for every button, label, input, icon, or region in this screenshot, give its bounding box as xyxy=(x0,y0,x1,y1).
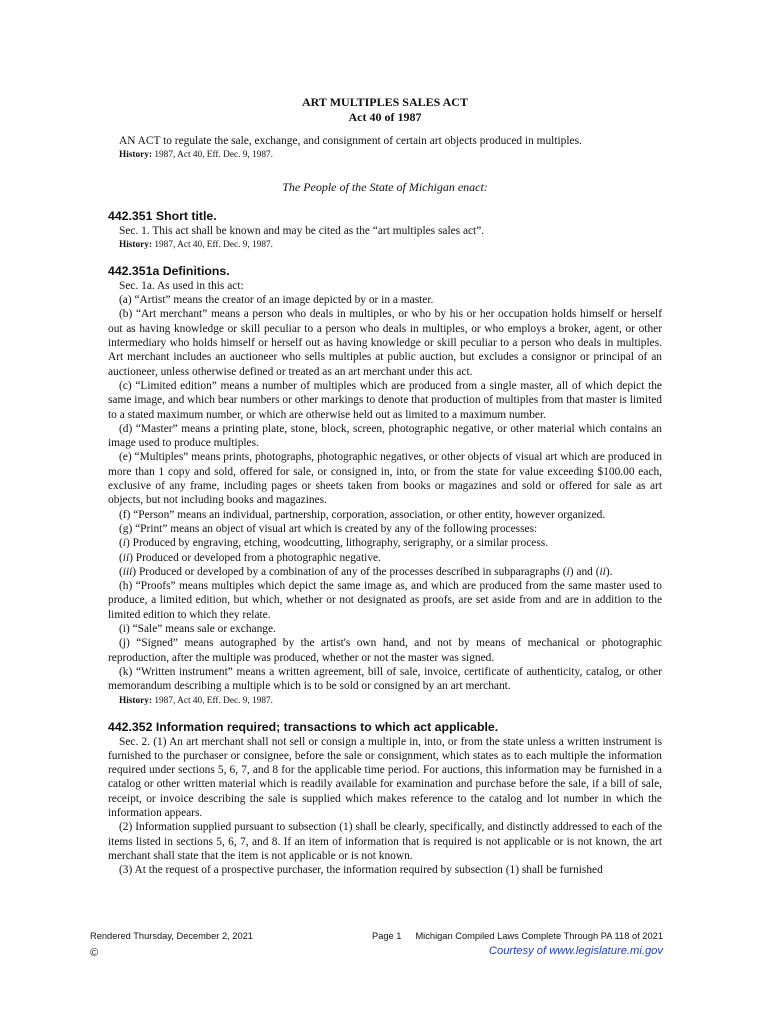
page-footer xyxy=(90,931,663,959)
definition-signed: (j) “Signed” means autographed by the artist's own hand, and not by means of mechanical or photographic reproduction, after the multiple was produced, whether or not the master was signed. xyxy=(108,637,662,664)
act-preamble: AN ACT to regulate the sale, exchange, and consignment of certain art objects produced in multiples. xyxy=(119,135,582,147)
subparagraph-text: Produced or developed by a combination of any of the processes described in subparagraphs ( xyxy=(136,565,567,578)
definition-master: (d) “Master” means a printing plate, stone, block, screen, photographic negative, or other material which contains an image used to produce multiples. xyxy=(108,422,662,450)
history-line xyxy=(108,149,662,162)
copyright-symbol: © xyxy=(90,947,99,959)
history-label: History: xyxy=(119,150,153,161)
definition-artist: (a) “Artist” means the creator of an image depicted by or in a master. xyxy=(119,294,434,307)
section-heading-352: 442.352 Information required; transactions to which act applicable. xyxy=(108,719,499,734)
definition-print: (g) “Print” means an object of visual art which is created by any of the following processes: xyxy=(119,522,538,535)
section-352-subsection-1: Sec. 2. (1) An art merchant shall not sell or consign a multiple in, into, or from the state unless a written instrument is furnished to the purchaser or consignee, before the sale or consignment, which states as to each multiple the information required under sections 5, 6, 7, and 8 for the applicable time period. For auctions, this information may be furnished in a catalog or other written material which is readily available for examination and purchase before the sale, if a bill of sale, receipt, or invoice describing the sale is supplied which makes reference to the catalog and lot number in which the information appears. xyxy=(108,735,662,819)
subparagraph-reference: ii xyxy=(599,565,606,578)
document-page xyxy=(108,95,662,877)
subparagraph-text: ). xyxy=(605,565,613,578)
print-process-ii: (ii) Produced or developed from a photographic negative. xyxy=(119,551,381,564)
history-label: History: xyxy=(119,239,153,250)
history-label: History: xyxy=(119,695,153,706)
history-line xyxy=(108,695,662,708)
subparagraph-number: i xyxy=(122,537,126,550)
courtesy-link[interactable]: Courtesy of www.legislature.mi.gov xyxy=(488,945,663,957)
compiled-through: Michigan Compiled Laws Complete Through PA 118 of 2021 xyxy=(415,931,663,941)
section-352-subsection-2: (2) Information supplied pursuant to subsection (1) shall be clearly, specifically, and distinctly addressed to each of the items listed in sections 5, 6, 7, and 8. If an item of information that is required is not applicable or is not known, the art merchant shall state that the item is not applicable or is not known. xyxy=(108,821,662,862)
act-number: Act 40 of 1987 xyxy=(348,110,422,124)
subparagraph-number: ii xyxy=(122,551,130,564)
act-title: ART MULTIPLES SALES ACT xyxy=(302,95,468,109)
section-heading-351: 442.351 Short title. xyxy=(108,208,217,223)
subparagraph-text: Produced or developed from a photographic negative. xyxy=(132,551,381,564)
history-line xyxy=(108,239,662,252)
print-process-iii: (iii) Produced or developed by a combination of any of the processes described in subparagraphs (i) and (ii). xyxy=(119,565,613,578)
page-number: Page 1 xyxy=(372,931,402,941)
definition-limited-edition: (c) “Limited edition” means a number of multiples which are produced from a single master, all of which depict the same image, and which bear numbers or other markings to denote that production of multiples from that master is limited to a stated maximum number, or which are otherwise held out as limited to a maximum number. xyxy=(108,379,662,421)
definition-written-instrument: (k) “Written instrument” means a written agreement, bill of sale, invoice, certificate of authenticity, catalog, or other memorandum describing a multiple which is to be sold or consigned by an art merchant. xyxy=(108,665,662,693)
definition-multiples: (e) “Multiples” means prints, photographs, photographic negatives, or other objects of visual art which are produced in more than 1 copy and sold, offered for sale, or consigned in, into, or from the state for value exceeding $100.00 each, exclusive of any frame, including pages or sheets taken from books or magazines and sold or offered for sale as art objects, but not including books and magazines. xyxy=(108,451,662,507)
definition-sale: (i) “Sale” means sale or exchange. xyxy=(119,623,276,636)
definition-art-merchant: (b) “Art merchant” means a person who deals in multiples, or who by his or her occupation holds himself or herself out as having knowledge or skill peculiar to a person who deals in multiples, or who employs a broker, agent, or other intermediary who holds himself or herself out as having knowledge or skill peculiar to a person who deals in multiples. Art merchant includes an auctioneer who sells multiples at public auction, but excludes a consignor or principal of an auctioneer, unless otherwise defined or treated as an art merchant under this act. xyxy=(108,308,662,378)
section-351a-intro: Sec. 1a. As used in this act: xyxy=(119,279,244,292)
rendered-date: Rendered Thursday, December 2, 2021 xyxy=(90,931,253,941)
print-process-i: (i) Produced by engraving, etching, woodcutting, lithography, serigraphy, or a similar process. xyxy=(119,537,549,550)
definition-proofs: (h) “Proofs” means multiples which depict the same image as, and which are produced from the same master used to produce, a limited edition, but which, whether or not designated as proofs, are set aside from and are in addition to the limited edition to which they relate. xyxy=(108,580,662,621)
history-text: 1987, Act 40, Eff. Dec. 9, 1987. xyxy=(152,239,273,250)
definition-person: (f) “Person” means an individual, partnership, corporation, association, or other entity, however organized. xyxy=(119,508,606,521)
enacting-clause: The People of the State of Michigan enact: xyxy=(282,180,488,195)
section-351-text: Sec. 1. This act shall be known and may be cited as the “art multiples sales act”. xyxy=(119,224,485,237)
section-heading-351a: 442.351a Definitions. xyxy=(108,263,230,278)
subparagraph-number: iii xyxy=(122,565,133,578)
subparagraph-text: Produced by engraving, etching, woodcutting, lithography, serigraphy, or a similar process. xyxy=(129,537,549,550)
subparagraph-reference: i xyxy=(566,565,570,578)
section-352-subsection-3: (3) At the request of a prospective purchaser, the information required by subsection (1) shall be furnished xyxy=(119,864,603,877)
history-text: 1987, Act 40, Eff. Dec. 9, 1987. xyxy=(152,695,273,706)
subparagraph-text: ) and ( xyxy=(569,565,600,578)
history-text: 1987, Act 40, Eff. Dec. 9, 1987. xyxy=(152,150,273,161)
